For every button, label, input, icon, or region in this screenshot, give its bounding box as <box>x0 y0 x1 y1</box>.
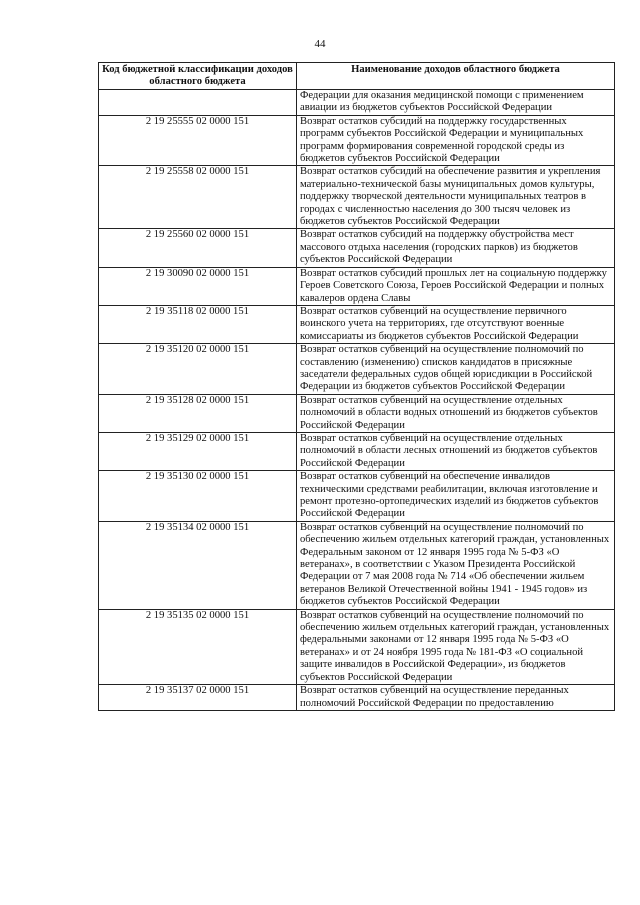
column-header-name: Наименование доходов областного бюджета <box>297 63 615 90</box>
income-name-cell: Возврат остатков субсидий на обеспечение развития и укрепления материально-технической базы муниципальных домов культуры, поддержку творческой деятельности муниципальных театров в городах с численностью населения до 300 тысяч человек из бюджетов субъектов Российской Федерации <box>297 166 615 229</box>
table-row <box>99 471 615 522</box>
table-header-row <box>99 63 615 90</box>
budget-code-cell: 2 19 25560 02 0000 151 <box>99 229 297 267</box>
income-name-cell: Возврат остатков субвенций на осуществление первичного воинского учета на территориях, где отсутствуют военные комиссариаты из бюджетов субъектов Российской Федерации <box>297 305 615 343</box>
table-row <box>99 344 615 395</box>
column-header-code: Код бюджетной классификации доходов областного бюджета <box>99 63 297 90</box>
table-row <box>99 90 615 116</box>
income-name-cell: Возврат остатков субвенций на осуществление полномочий по обеспечению жильем отдельных категорий граждан, установленных федеральными законами от 12 января 1995 года № 5-ФЗ «О ветеранах» и от 24 ноября 1995 года № 181-ФЗ «О социальной защите инвалидов в Российской Федерации», из бюджетов субъектов Российской Федерации <box>297 609 615 684</box>
budget-code-cell: 2 19 35137 02 0000 151 <box>99 685 297 711</box>
income-name-cell: Возврат остатков субвенций на осуществление полномочий по обеспечению жильем отдельных категорий граждан, установленных Федеральным законом от 12 января 1995 года № 5-ФЗ «О ветеранах», в соответствии с Указом Президента Российской Федерации от 7 мая 2008 года № 714 «Об обеспечении жильем ветеранов Великой Отечественной войны 1941 - 1945 годов» из бюджетов субъектов Российской Федерации <box>297 521 615 609</box>
income-name-cell: Возврат остатков субвенций на осуществление отдельных полномочий в области водных отношений из бюджетов субъектов Российской Федерации <box>297 394 615 432</box>
income-name-cell: Возврат остатков субвенций на осуществление полномочий по составлению (изменению) списков кандидатов в присяжные заседатели федеральных судов общей юрисдикции в Российской Федерации из бюджетов субъектов Российской Федерации <box>297 344 615 395</box>
budget-code-cell <box>99 90 297 116</box>
income-name-cell: Возврат остатков субсидий на поддержку обустройства мест массового отдыха населения (городских парков) из бюджетов субъектов Российской Федерации <box>297 229 615 267</box>
table-row <box>99 609 615 684</box>
income-name-cell: Возврат остатков субвенций на осуществление переданных полномочий Российской Федерации по предоставлению <box>297 685 615 711</box>
budget-code-cell: 2 19 30090 02 0000 151 <box>99 267 297 305</box>
budget-code-cell: 2 19 35130 02 0000 151 <box>99 471 297 522</box>
table-row <box>99 394 615 432</box>
budget-code-cell: 2 19 25558 02 0000 151 <box>99 166 297 229</box>
budget-code-cell: 2 19 35118 02 0000 151 <box>99 305 297 343</box>
page-number: 44 <box>314 38 326 50</box>
table-row <box>99 115 615 166</box>
table-row <box>99 166 615 229</box>
budget-code-cell: 2 19 35134 02 0000 151 <box>99 521 297 609</box>
income-name-cell: Возврат остатков субсидий прошлых лет на социальную поддержку Героев Советского Союза, Героев Российской Федерации и полных кавалеров ордена Славы <box>297 267 615 305</box>
table-row <box>99 305 615 343</box>
table-row <box>99 267 615 305</box>
income-name-cell: Возврат остатков субвенций на осуществление отдельных полномочий в области лесных отношений из бюджетов субъектов Российской Федерации <box>297 432 615 470</box>
income-name-cell: Возврат остатков субвенций на обеспечение инвалидов техническими средствами реабилитации, включая изготовление и ремонт протезно-ортопедических изделий из бюджетов субъектов Российской Федерации <box>297 471 615 522</box>
budget-classification-table <box>98 62 615 711</box>
budget-code-cell: 2 19 35129 02 0000 151 <box>99 432 297 470</box>
table-row <box>99 432 615 470</box>
income-name-cell: Возврат остатков субсидий на поддержку государственных программ субъектов Российской Федерации и муниципальных программ формирования современной городской среды из бюджетов субъектов Российской Федерации <box>297 115 615 166</box>
budget-code-cell: 2 19 35120 02 0000 151 <box>99 344 297 395</box>
budget-code-cell: 2 19 35128 02 0000 151 <box>99 394 297 432</box>
income-name-cell: Федерации для оказания медицинской помощи с применением авиации из бюджетов субъектов Российской Федерации <box>297 90 615 116</box>
budget-code-cell: 2 19 35135 02 0000 151 <box>99 609 297 684</box>
table-row <box>99 521 615 609</box>
table-row <box>99 685 615 711</box>
table-row <box>99 229 615 267</box>
budget-code-cell: 2 19 25555 02 0000 151 <box>99 115 297 166</box>
